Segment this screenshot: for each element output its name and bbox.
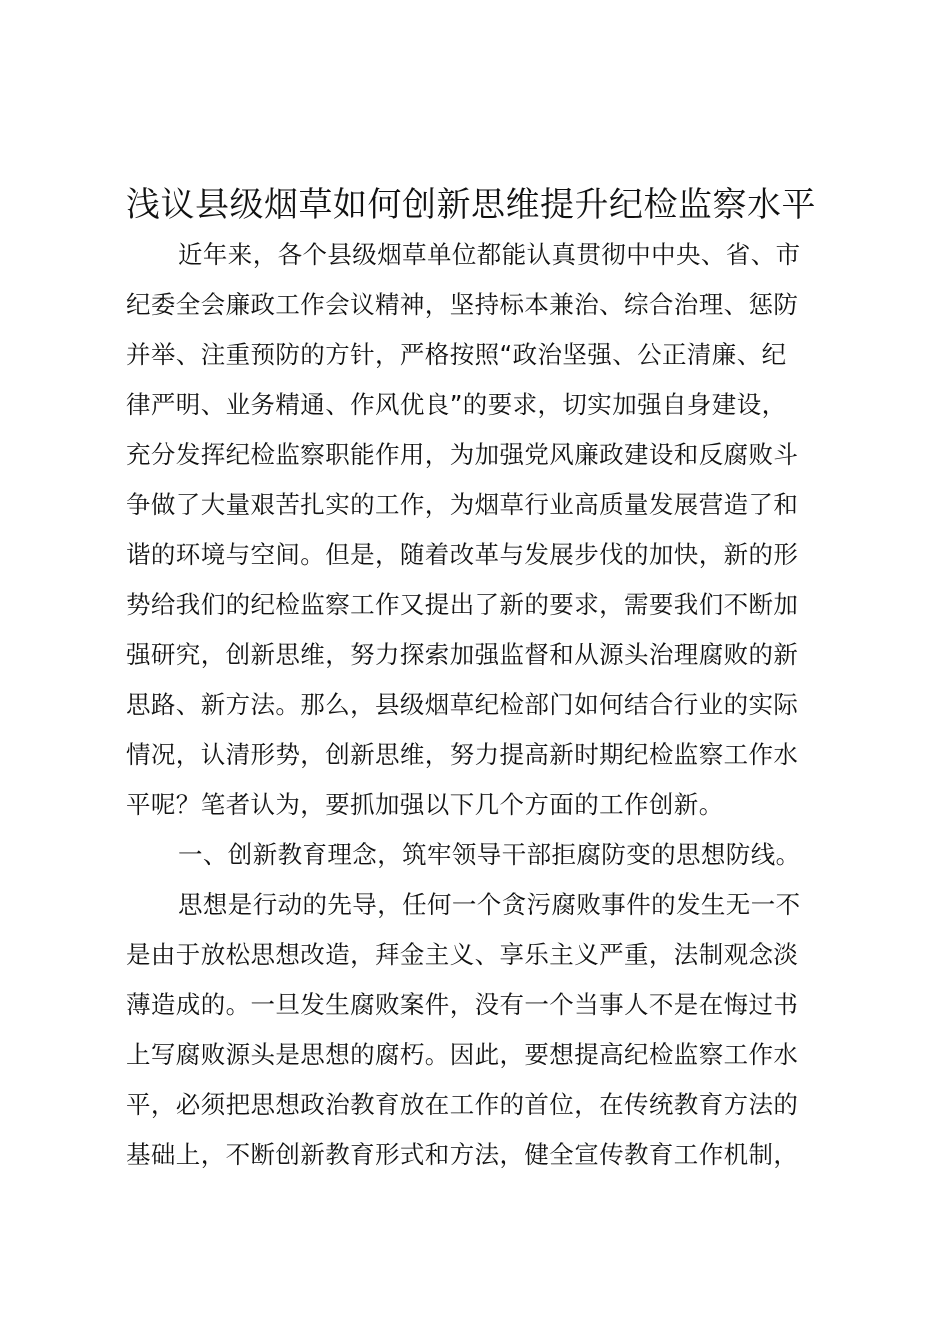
paragraph-1-line: 近年来，各个县级烟草单位都能认真贯彻中中央、省、市 xyxy=(178,240,801,269)
paragraph-1-line: 律严明、业务精通、作风优良”的要求，切实加强自身建设， xyxy=(126,390,787,419)
document-title: 浅议县级烟草如何创新思维提升纪检监察水平 xyxy=(126,185,816,225)
paragraph-1-line: 强研究，创新思维，努力探索加强监督和从源头治理腐败的新 xyxy=(126,640,799,669)
paragraph-1-line: 势给我们的纪检监察工作又提出了新的要求，需要我们不断加 xyxy=(126,590,799,619)
paragraph-1-line: 谐的环境与空间。但是，随着改革与发展步伐的加快，新的形 xyxy=(126,540,799,569)
paragraph-1-line: 充分发挥纪检监察职能作用，为加强党风廉政建设和反腐败斗 xyxy=(126,440,799,469)
paragraph-2-line: 上写腐败源头是思想的腐朽。因此，要想提高纪检监察工作水 xyxy=(126,1040,799,1069)
paragraph-1-line: 情况，认清形势，创新思维，努力提高新时期纪检监察工作水 xyxy=(126,740,799,769)
paragraph-2-line: 思想是行动的先导，任何一个贪污腐败事件的发生无一不 xyxy=(178,890,801,919)
paragraph-1-line: 争做了大量艰苦扎实的工作，为烟草行业高质量发展营造了和 xyxy=(126,490,799,519)
paragraph-2-line: 薄造成的。一旦发生腐败案件，没有一个当事人不是在悔过书 xyxy=(126,990,799,1019)
paragraph-1-line: 纪委全会廉政工作会议精神，坚持标本兼治、综合治理、惩防 xyxy=(126,290,799,319)
paragraph-1-line: 思路、新方法。那么，县级烟草纪检部门如何结合行业的实际 xyxy=(126,690,799,719)
paragraph-2-line: 基础上，不断创新教育形式和方法，健全宣传教育工作机制， xyxy=(126,1140,799,1169)
section-heading-1: 一、创新教育理念，筑牢领导干部拒腐防变的思想防线。 xyxy=(178,840,801,869)
paragraph-1-line: 平呢？笔者认为，要抓加强以下几个方面的工作创新。 xyxy=(126,790,724,819)
paragraph-1-line: 并举、注重预防的方针，严格按照“政治坚强、公正清廉、纪 xyxy=(126,340,787,369)
paragraph-2-line: 是由于放松思想改造，拜金主义、享乐主义严重，法制观念淡 xyxy=(126,940,799,969)
paragraph-2-line: 平，必须把思想政治教育放在工作的首位，在传统教育方法的 xyxy=(126,1090,799,1119)
